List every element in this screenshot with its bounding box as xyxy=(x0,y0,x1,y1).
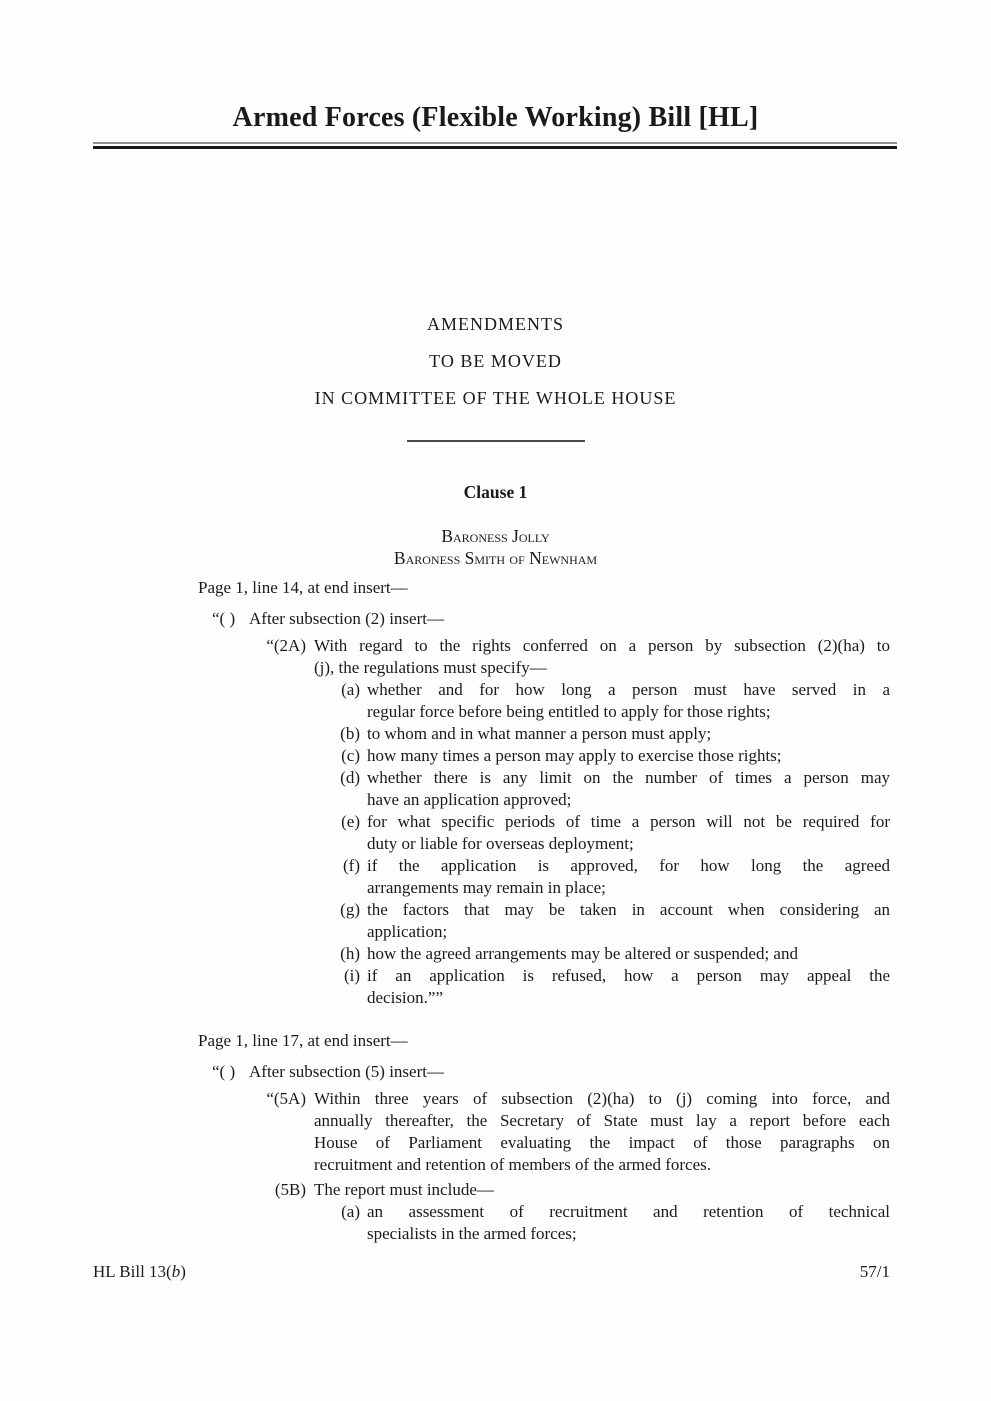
list-item-g xyxy=(198,899,890,943)
sponsor-name: Baroness Smith of Newnham xyxy=(393,548,598,568)
item-text-line: duty or liable for overseas deployment; xyxy=(367,834,634,853)
amendment-1-sub0 xyxy=(198,608,890,630)
list-item-a2 xyxy=(198,1201,890,1245)
amendment-2-sub2 xyxy=(198,1179,890,1201)
subsection-text-line: House of Parliament evaluating the impact of those paragraphs on xyxy=(314,1133,890,1152)
footer-bill-number xyxy=(93,1261,186,1283)
subsection-text: After subsection (2) insert— xyxy=(249,609,444,628)
list-item-e xyxy=(198,811,890,855)
item-label: (d) xyxy=(340,768,360,787)
item-text-line: arrangements may remain in place; xyxy=(367,878,606,897)
item-text-line: application; xyxy=(367,922,448,941)
item-label: (a) xyxy=(341,680,360,699)
footer-bill-number-prefix: HL Bill 13( xyxy=(93,1262,172,1281)
amendments-heading-line-1: AMENDMENTS xyxy=(426,314,564,334)
list-item-a xyxy=(198,679,890,723)
subsection-text-line: With regard to the rights conferred on a person by subsection (2)(ha) to xyxy=(314,636,890,655)
subsection-text: The report must include— xyxy=(314,1180,494,1199)
amendment-1-lead-in: Page 1, line 14, at end insert— xyxy=(198,578,408,597)
amendments-heading-line-3: IN COMMITTEE OF THE WHOLE HOUSE xyxy=(314,388,677,408)
section-divider xyxy=(407,440,585,442)
title-rule-thick xyxy=(93,146,897,149)
item-text-line: how many times a person may apply to exercise those rights; xyxy=(367,746,782,765)
footer-bill-number-italic: b xyxy=(171,1262,181,1281)
item-text-line: how the agreed arrangements may be altered or suspended; and xyxy=(367,944,798,963)
subsection-text: After subsection (5) insert— xyxy=(249,1062,444,1081)
item-text-line: whether and for how long a person must have served in a xyxy=(367,680,890,699)
item-text-line: if the application is approved, for how long the agreed xyxy=(367,856,890,875)
item-label: (b) xyxy=(340,724,360,743)
subsection-text-line: (j), the regulations must specify— xyxy=(314,658,547,677)
item-label: (e) xyxy=(341,812,360,831)
item-text-line: the factors that may be taken in account when considering an xyxy=(367,900,890,919)
subsection-label: “(5A) xyxy=(266,1089,306,1108)
footer-bill-number-suffix: ) xyxy=(180,1262,186,1281)
item-label: (i) xyxy=(343,966,360,985)
subsection-label: “( ) xyxy=(212,1062,236,1081)
list-item-b xyxy=(198,723,890,745)
title-rule-thin xyxy=(93,142,897,144)
item-text-line: to whom and in what manner a person must apply; xyxy=(367,724,712,743)
list-item-c xyxy=(198,745,890,767)
amendment-1-sub1 xyxy=(198,635,890,679)
item-text-line: regular force before being entitled to apply for those rights; xyxy=(367,702,771,721)
amendment-2-sub0 xyxy=(198,1061,890,1083)
item-text-line: an assessment of recruitment and retention of technical xyxy=(367,1202,890,1221)
subsection-text-line: recruitment and retention of members of the armed forces. xyxy=(314,1155,711,1174)
sponsor-name: Baroness Jolly xyxy=(441,526,550,546)
title-rule xyxy=(93,142,897,149)
subsection-label: (5B) xyxy=(274,1180,306,1199)
item-label: (a) xyxy=(341,1202,360,1221)
subsection-text-line: Within three years of subsection (2)(ha) to (j) coming into force, and xyxy=(314,1089,890,1108)
amendment-2-lead-in: Page 1, line 17, at end insert— xyxy=(198,1031,408,1050)
clause-heading: Clause 1 xyxy=(463,482,528,502)
item-text-line: if an application is refused, how a person may appeal the xyxy=(367,966,890,985)
item-text-line: decision.”” xyxy=(367,988,443,1007)
item-text-line: specialists in the armed forces; xyxy=(367,1224,577,1243)
item-text-line: for what specific periods of time a person will not be required for xyxy=(367,812,890,831)
item-label: (g) xyxy=(340,900,360,919)
subsection-label: “(2A) xyxy=(266,636,306,655)
item-text-line: whether there is any limit on the number of times a person may xyxy=(367,768,890,787)
amendments-heading xyxy=(0,306,991,417)
sponsor-list xyxy=(0,525,991,569)
item-text-line: have an application approved; xyxy=(367,790,572,809)
list-item-d xyxy=(198,767,890,811)
footer-sheet-number: 57/1 xyxy=(859,1262,890,1281)
page-footer xyxy=(93,1261,890,1283)
item-label: (c) xyxy=(341,746,360,765)
list-item-i xyxy=(198,965,890,1009)
list-item-f xyxy=(198,855,890,899)
amendment-body xyxy=(198,577,890,1245)
amendments-heading-line-2: TO BE MOVED xyxy=(429,351,562,371)
bill-title: Armed Forces (Flexible Working) Bill [HL] xyxy=(232,102,759,133)
amendment-2-sub1 xyxy=(198,1088,890,1176)
item-label: (f) xyxy=(343,856,360,875)
list-item-h xyxy=(198,943,890,965)
item-label: (h) xyxy=(340,944,360,963)
subsection-text-line: annually thereafter, the Secretary of State must lay a report before each xyxy=(314,1111,890,1130)
subsection-label: “( ) xyxy=(212,609,236,628)
